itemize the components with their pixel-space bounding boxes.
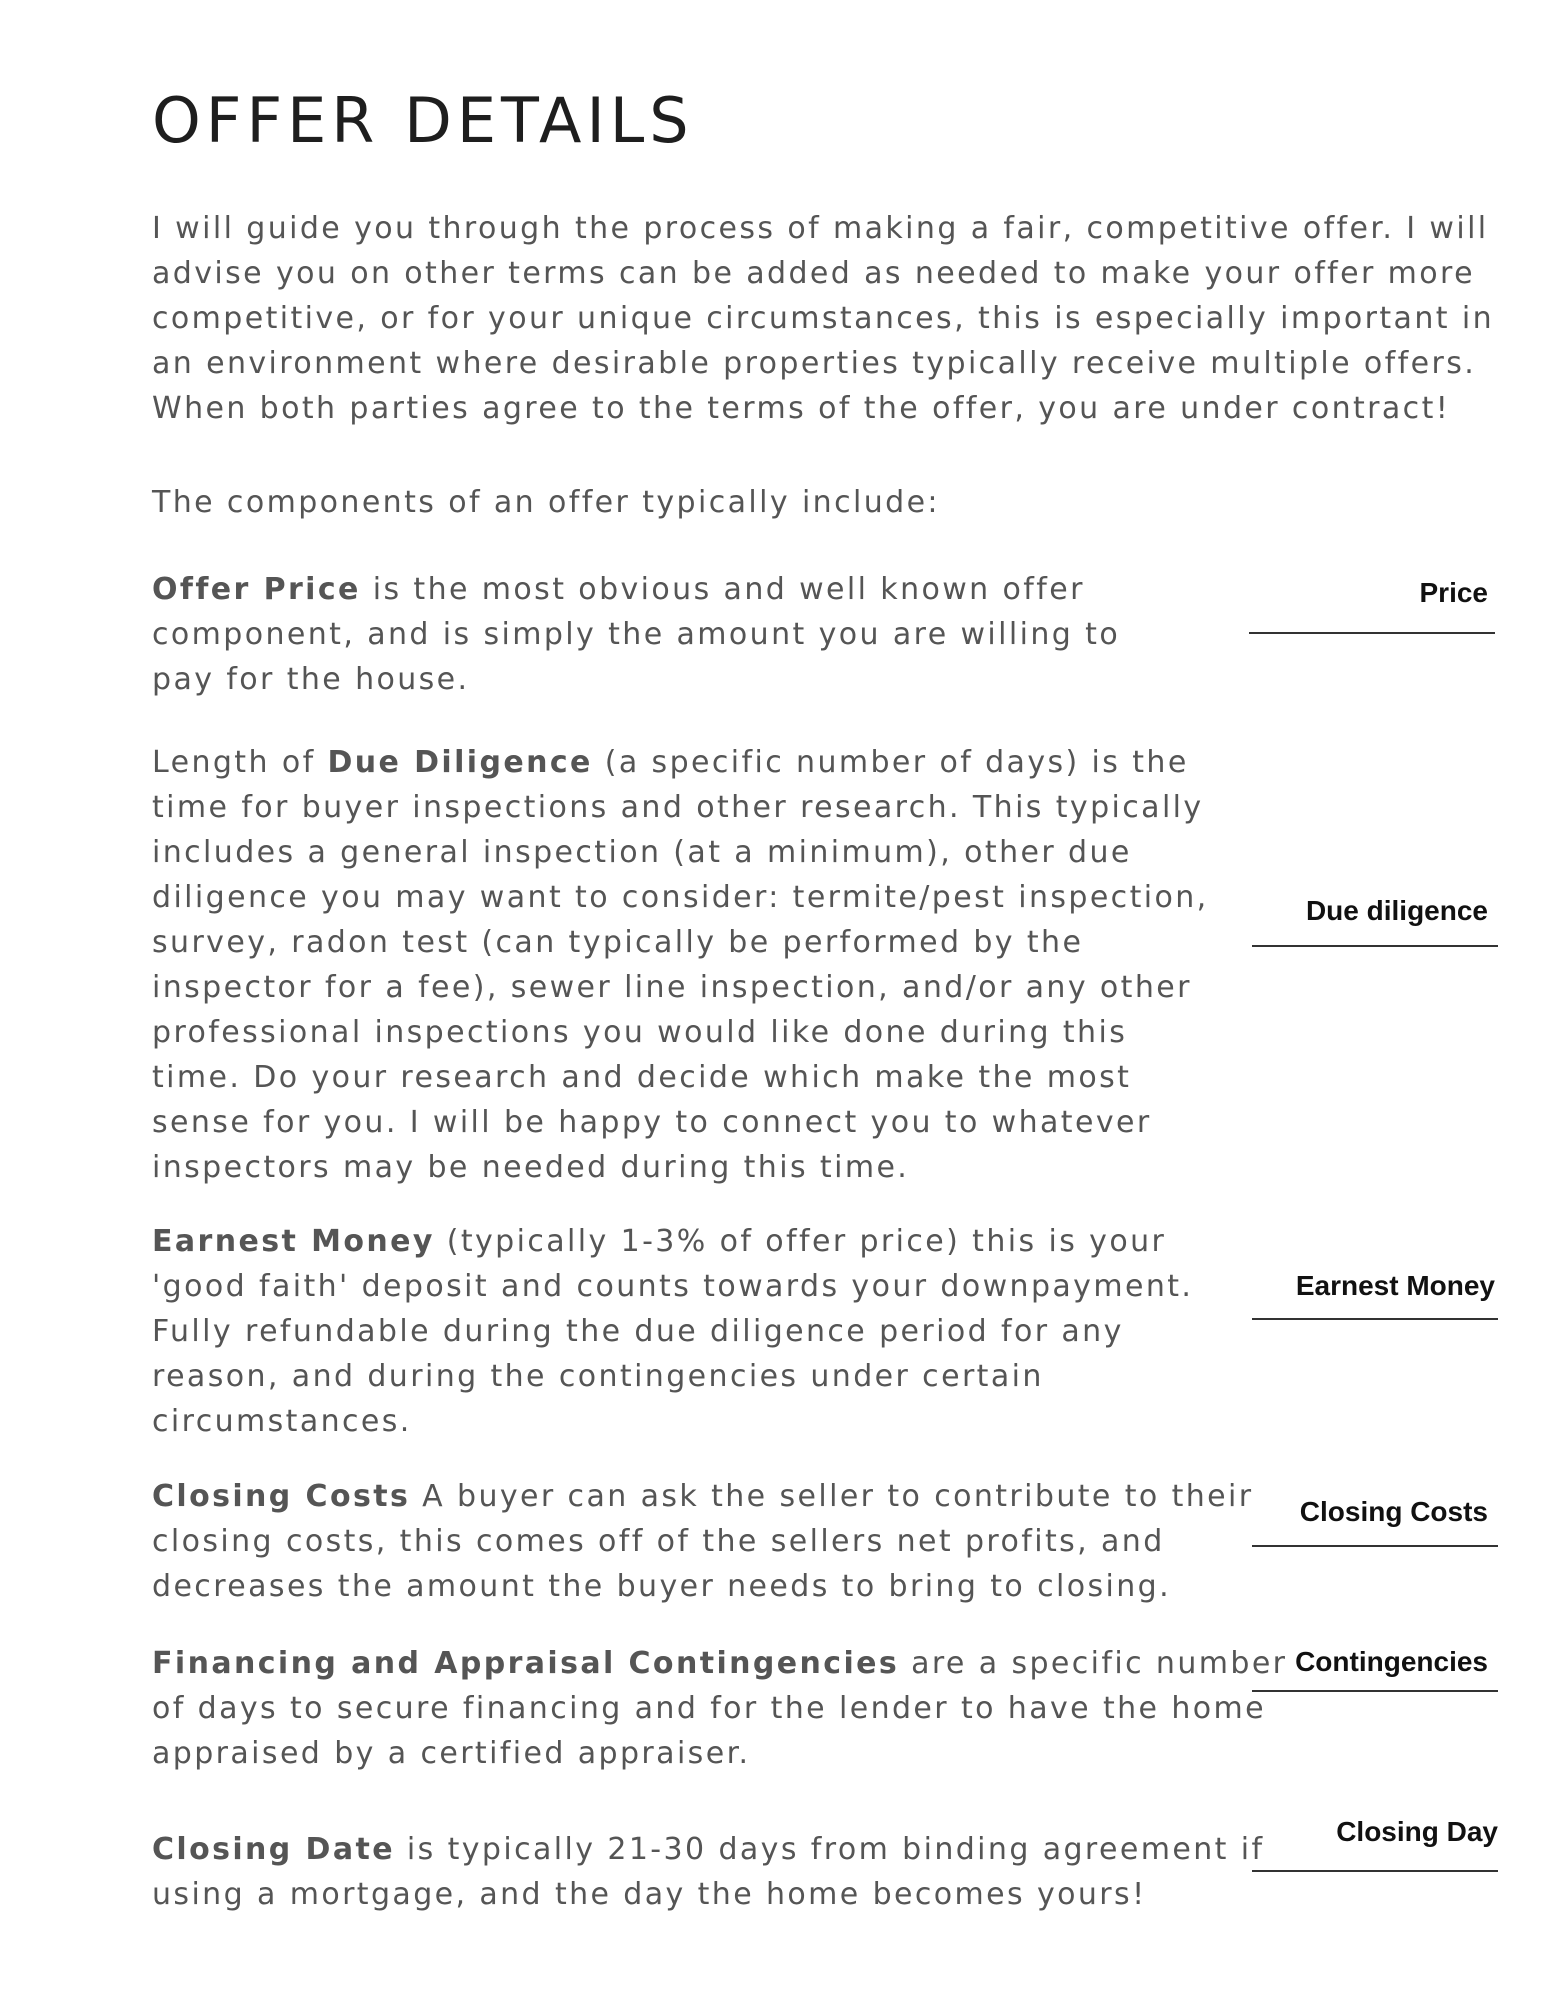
closing-costs-paragraph xyxy=(152,1474,1253,1609)
due-diligence-line: inspectors may be needed during this time. xyxy=(152,1150,910,1185)
intro-line: competitive, or for your unique circumstances, this is especially important in xyxy=(152,301,1494,336)
due-diligence-text: (a specific number of days) is the xyxy=(592,745,1189,780)
due-diligence-field-label: Due diligence xyxy=(1305,895,1488,926)
offer-price-term: Offer Price xyxy=(152,572,361,607)
contingencies-line: of days to secure financing and for the lender to have the home xyxy=(152,1691,1266,1726)
closing-day-field-line[interactable] xyxy=(1252,1870,1498,1872)
due-diligence-term: Due Diligence xyxy=(327,745,593,780)
intro-line: When both parties agree to the terms of the offer, you are under contract! xyxy=(152,391,1451,426)
due-diligence-line: sense for you. I will be happy to connect you to whatever xyxy=(152,1105,1152,1140)
closing-date-paragraph xyxy=(152,1827,1264,1917)
due-diligence-line: survey, radon test (can typically be performed by the xyxy=(152,925,1084,960)
intro-paragraph xyxy=(152,206,1494,431)
contingencies-field-label: Contingencies xyxy=(1295,1646,1488,1677)
intro-line: an environment where desirable properties typically receive multiple offers. xyxy=(152,346,1477,381)
closing-costs-line: decreases the amount the buyer needs to bring to closing. xyxy=(152,1569,1172,1604)
earnest-money-line: reason, and during the contingencies under certain xyxy=(152,1359,1044,1394)
due-diligence-line: time for buyer inspections and other research. This typically xyxy=(152,790,1204,825)
contingencies-text: are a specific number xyxy=(899,1646,1288,1681)
price-field-label: Price xyxy=(1419,577,1488,608)
earnest-money-term: Earnest Money xyxy=(152,1224,435,1259)
closing-costs-field-line[interactable] xyxy=(1252,1545,1498,1547)
offer-price-line: pay for the house. xyxy=(152,662,470,697)
earnest-money-line: circumstances. xyxy=(152,1404,412,1439)
due-diligence-paragraph xyxy=(152,740,1209,1190)
offer-price-line: component, and is simply the amount you are willing to xyxy=(152,617,1121,652)
page-title: OFFER DETAILS xyxy=(152,84,694,157)
due-diligence-line: inspector for a fee), sewer line inspection, and/or any other xyxy=(152,970,1192,1005)
price-field-line[interactable] xyxy=(1249,632,1495,634)
intro-line: I will guide you through the process of making a fair, competitive offer. I will xyxy=(152,211,1489,246)
closing-costs-line: closing costs, this comes off of the sellers net profits, and xyxy=(152,1524,1165,1559)
contingencies-paragraph xyxy=(152,1641,1287,1776)
closing-date-text: is typically 21-30 days from binding agreement if xyxy=(394,1832,1265,1867)
closing-costs-field-label: Closing Costs xyxy=(1299,1496,1488,1527)
earnest-money-field-line[interactable] xyxy=(1252,1318,1498,1320)
earnest-money-field-label: Earnest Money xyxy=(1295,1270,1495,1301)
closing-day-field-label: Closing Day xyxy=(1336,1816,1498,1847)
offer-price-text: is the most obvious and well known offer xyxy=(360,572,1085,607)
closing-date-line: using a mortgage, and the day the home becomes yours! xyxy=(152,1877,1147,1912)
earnest-money-line: 'good faith' deposit and counts towards your downpayment. xyxy=(152,1269,1194,1304)
intro-line: advise you on other terms can be added as needed to make your offer more xyxy=(152,256,1475,291)
due-diligence-line: includes a general inspection (at a minimum), other due xyxy=(152,835,1132,870)
components-intro: The components of an offer typically include: xyxy=(152,485,940,520)
closing-costs-term: Closing Costs xyxy=(152,1479,411,1514)
contingencies-line: appraised by a certified appraiser. xyxy=(152,1736,751,1771)
due-diligence-line: time. Do your research and decide which make the most xyxy=(152,1060,1132,1095)
earnest-money-line: Fully refundable during the due diligence period for any xyxy=(152,1314,1124,1349)
due-diligence-field-line[interactable] xyxy=(1252,945,1498,947)
earnest-money-text: (typically 1-3% of offer price) this is your xyxy=(434,1224,1167,1259)
due-diligence-pre: Length of xyxy=(152,745,328,780)
closing-costs-text: A buyer can ask the seller to contribute to their xyxy=(410,1479,1254,1514)
due-diligence-line: professional inspections you would like done during this xyxy=(152,1015,1128,1050)
contingencies-term: Financing and Appraisal Contingencies xyxy=(152,1646,900,1681)
contingencies-field-line[interactable] xyxy=(1252,1690,1498,1692)
earnest-money-paragraph xyxy=(152,1219,1193,1444)
offer-price-paragraph xyxy=(152,567,1120,702)
closing-date-term: Closing Date xyxy=(152,1832,395,1867)
due-diligence-line: diligence you may want to consider: termite/pest inspection, xyxy=(152,880,1209,915)
